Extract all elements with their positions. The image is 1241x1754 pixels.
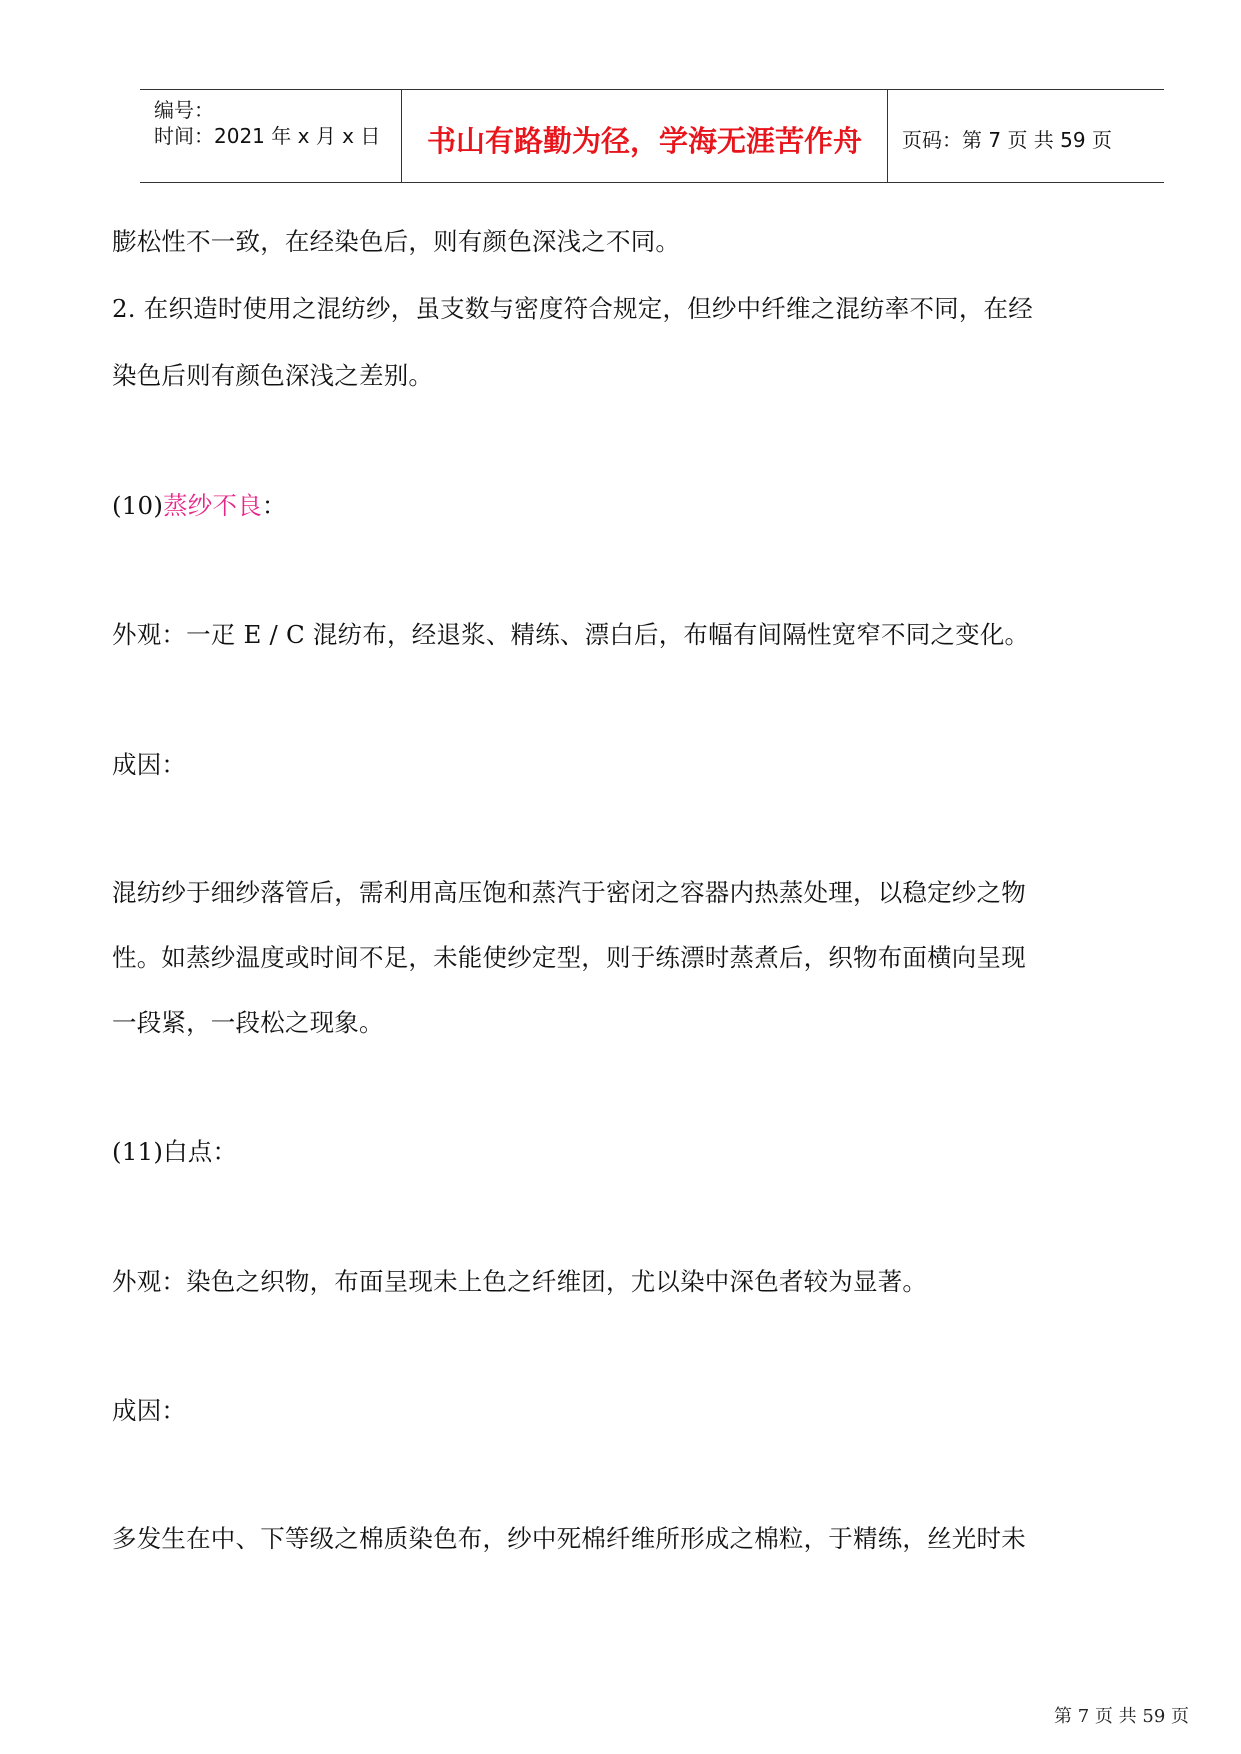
appearance-10: 外观：一疋 E / C 混纺布，经退浆、精练、漂白后，布幅有间隔性宽窄不同之变化。 [112,620,1030,649]
section-number: (10) [112,491,164,520]
header-meta-cell [140,90,402,182]
header-page-cell [888,90,1164,182]
page-footer: 第 7 页 共 59 页 [1054,1706,1189,1727]
cause-label-10: 成因： [112,750,187,779]
number-label: 编号： [154,98,214,122]
header-motto-cell [402,90,888,182]
section-heading-10 [112,487,1192,522]
time-label: 时间：2021 年 x 月 x 日 [154,124,381,148]
cause-line: 一段紧，一段松之现象。 [112,1008,384,1037]
motto: 书山有路勤为径，学海无涯苦作舟 [426,123,862,158]
cause-line: 多发生在中、下等级之棉质染色布，纱中死棉纤维所形成之棉粒，于精练，丝光时未 [112,1524,1026,1553]
appearance-11: 外观：染色之织物，布面呈现未上色之纤维团，尤以染中深色者较为显著。 [112,1267,928,1296]
page-header [140,89,1164,183]
header-page-info: 页码：第 7 页 共 59 页 [902,127,1112,152]
body-line: 染色后则有颜色深浅之差别。 [112,361,434,390]
cause-label-11: 成因： [112,1396,187,1425]
body-line: 膨松性不一致，在经染色后，则有颜色深浅之不同。 [112,227,681,256]
section-colon: ： [261,491,287,520]
body-line: 2. 在织造时使用之混纺纱，虽支数与密度符合规定，但纱中纤维之混纺率不同，在经 [112,294,1033,323]
cause-line: 性。如蒸纱温度或时间不足，未能使纱定型，则于练漂时蒸煮后，织物布面横向呈现 [112,943,1026,972]
section-heading-11: (11)白点： [112,1137,238,1166]
cause-line: 混纺纱于细纱落管后，需利用高压饱和蒸汽于密闭之容器内热蒸处理，以稳定纱之物 [112,878,1026,907]
section-title: 蒸纱不良 [163,491,262,520]
